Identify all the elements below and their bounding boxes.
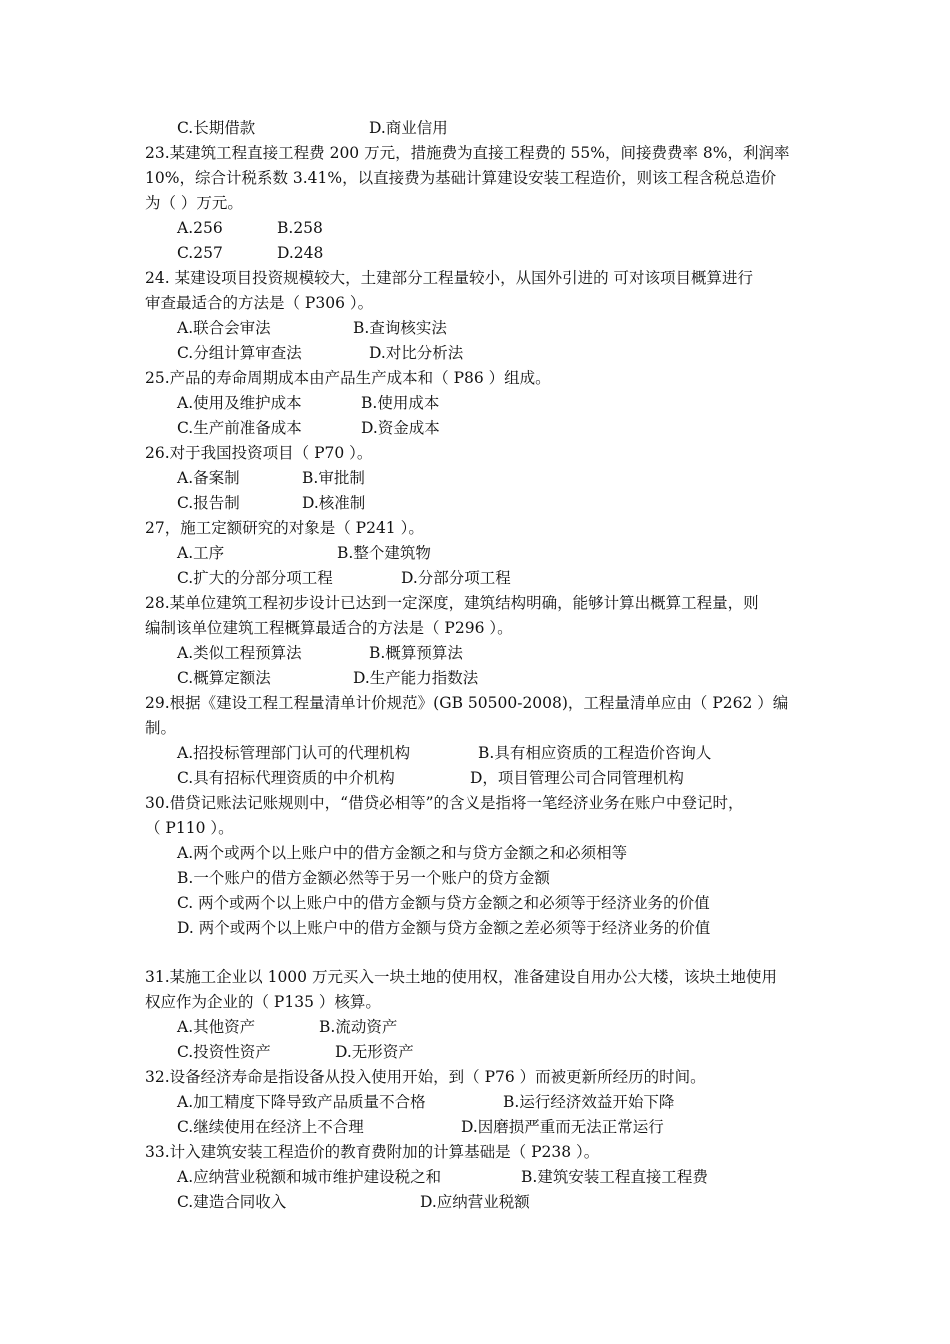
question-text: 10%，综合计税系数 3.41%，以直接费为基础计算建设安装工程造价，则该工程含税总造价 bbox=[145, 169, 777, 187]
question-text: 为（ ）万元。 bbox=[145, 194, 243, 212]
option: B.一个账户的借方金额必然等于另一个账户的贷方金额 bbox=[177, 869, 550, 887]
option: A.使用及维护成本 bbox=[177, 394, 302, 412]
option: C.概算定额法 bbox=[177, 669, 271, 687]
question-text: （ P110 ）。 bbox=[145, 819, 234, 837]
option: C. 两个或两个以上账户中的借方金额与贷方金额之和必须等于经济业务的价值 bbox=[177, 894, 710, 912]
question-text: 30.借贷记账法记账规则中，“借贷必相等”的含义是指将一笔经济业务在账户中登记时， bbox=[145, 794, 744, 812]
option: B.使用成本 bbox=[361, 394, 440, 412]
question-text: 审查最适合的方法是（ P306 ）。 bbox=[145, 294, 374, 312]
option: C.生产前准备成本 bbox=[177, 419, 302, 437]
option: A.招投标管理部门认可的代理机构 bbox=[177, 744, 411, 762]
option: D.无形资产 bbox=[335, 1043, 414, 1061]
option: D，项目管理公司合同管理机构 bbox=[470, 769, 684, 787]
option: D.生产能力指数法 bbox=[353, 669, 479, 687]
option: A.应纳营业税额和城市维护建设税之和 bbox=[177, 1168, 442, 1186]
option: A.联合会审法 bbox=[177, 319, 271, 337]
option-row bbox=[177, 118, 255, 138]
question-text: 制。 bbox=[145, 719, 177, 737]
option: A.类似工程预算法 bbox=[177, 644, 302, 662]
question-text: 编制该单位建筑工程概算最适合的方法是（ P296 ）。 bbox=[145, 619, 513, 637]
option: B.流动资产 bbox=[319, 1018, 398, 1036]
question-text: 28.某单位建筑工程初步设计已达到一定深度，建筑结构明确，能够计算出概算工程量，则 bbox=[145, 594, 759, 612]
option: C.分组计算审查法 bbox=[177, 344, 302, 362]
question-text: 权应作为企业的（ P135 ）核算。 bbox=[145, 993, 381, 1011]
option: C.257 bbox=[177, 244, 223, 262]
option: C.长期借款 bbox=[177, 119, 256, 137]
option: A.工序 bbox=[177, 544, 225, 562]
option: B.运行经济效益开始下降 bbox=[503, 1093, 675, 1111]
option: A.加工精度下降导致产品质量不合格 bbox=[177, 1093, 426, 1111]
option: D.因磨损严重而无法正常运行 bbox=[461, 1118, 664, 1136]
option: D. 两个或两个以上账户中的借方金额与贷方金额之差必须等于经济业务的价值 bbox=[177, 919, 711, 937]
option: A.备案制 bbox=[177, 469, 240, 487]
option-row bbox=[369, 118, 448, 138]
question-text: 26.对于我国投资项目（ P70 ）。 bbox=[145, 444, 373, 462]
option: C.继续使用在经济上不合理 bbox=[177, 1118, 364, 1136]
option: C.建造合同收入 bbox=[177, 1193, 287, 1211]
question-text: 29.根据《建设工程工程量清单计价规范》(GB 50500-2008)，工程量清单应由（ P262 ）编 bbox=[145, 694, 789, 712]
option: A.两个或两个以上账户中的借方金额之和与贷方金额之和必须相等 bbox=[177, 844, 628, 862]
question-text: 25.产品的寿命周期成本由产品生产成本和（ P86 ）组成。 bbox=[145, 369, 551, 387]
option: C.具有招标代理资质的中介机构 bbox=[177, 769, 395, 787]
option: B.具有相应资质的工程造价咨询人 bbox=[478, 744, 712, 762]
option: B.概算预算法 bbox=[369, 644, 463, 662]
option: B.建筑安装工程直接工程费 bbox=[521, 1168, 708, 1186]
option: C.报告制 bbox=[177, 494, 240, 512]
question-text: 31.某施工企业以 1000 万元买入一块土地的使用权，准备建设自用办公大楼，该块土地使用 bbox=[145, 968, 777, 986]
option: B.审批制 bbox=[302, 469, 365, 487]
question-text: 32.设备经济寿命是指设备从投入使用开始，到（ P76 ）而被更新所经历的时间。 bbox=[145, 1068, 706, 1086]
option: B.258 bbox=[277, 219, 323, 237]
option: B.整个建筑物 bbox=[337, 544, 431, 562]
option: A.256 bbox=[177, 219, 223, 237]
option: D.分部分项工程 bbox=[401, 569, 511, 587]
option: D.核准制 bbox=[302, 494, 366, 512]
question-text: 27，施工定额研究的对象是（ P241 ）。 bbox=[145, 519, 424, 537]
option: C.投资性资产 bbox=[177, 1043, 271, 1061]
option: D.商业信用 bbox=[369, 119, 448, 137]
option: D.对比分析法 bbox=[369, 344, 464, 362]
option: D.资金成本 bbox=[361, 419, 440, 437]
option: B.查询核实法 bbox=[353, 319, 447, 337]
option: D.应纳营业税额 bbox=[420, 1193, 530, 1211]
question-text: 33.计入建筑安装工程造价的教育费附加的计算基础是（ P238 ）。 bbox=[145, 1143, 600, 1161]
option: C.扩大的分部分项工程 bbox=[177, 569, 333, 587]
question-text: 23.某建筑工程直接工程费 200 万元，措施费为直接工程费的 55%，间接费费率 8%，利润率 bbox=[145, 144, 790, 162]
option: A.其他资产 bbox=[177, 1018, 256, 1036]
question-text: 24. 某建设项目投资规模较大，土建部分工程量较小，从国外引进的 可对该项目概算进行 bbox=[145, 269, 754, 287]
option: D.248 bbox=[277, 244, 324, 262]
